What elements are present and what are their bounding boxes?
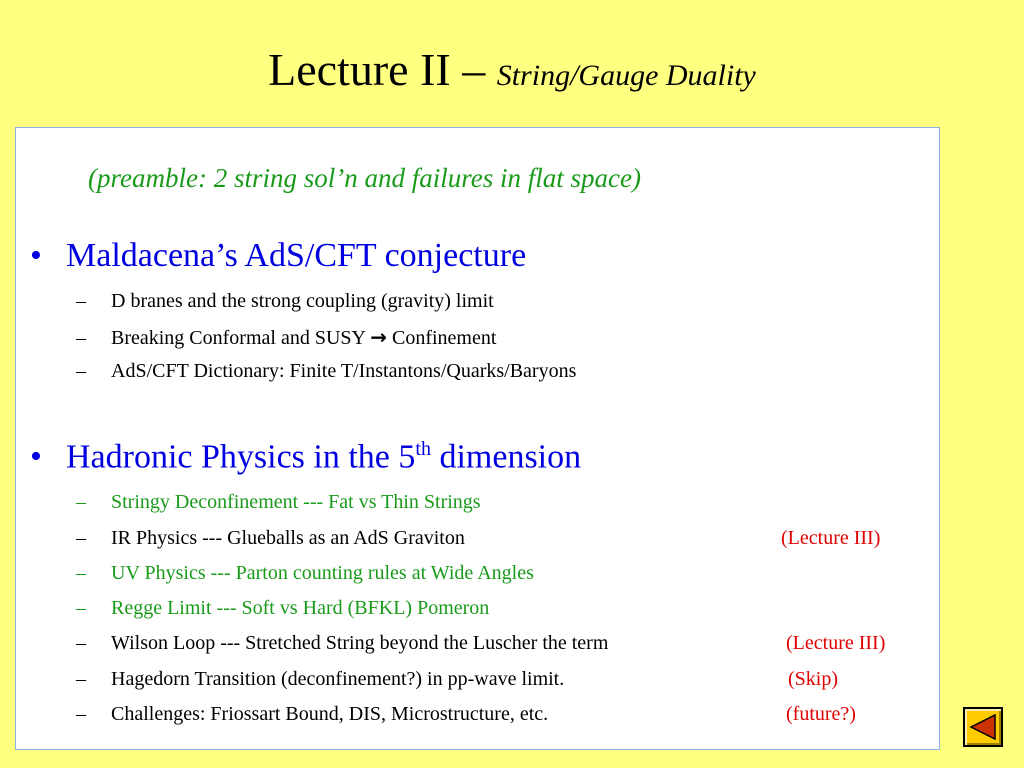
dash: –	[76, 290, 86, 312]
list-item	[76, 527, 465, 550]
list-item	[76, 562, 534, 585]
dash: –	[76, 360, 86, 382]
dash: –	[76, 632, 86, 654]
bullet-hadronic-text-end: dimension	[430, 438, 582, 476]
dash: –	[76, 703, 86, 725]
title-main: Lecture II –	[268, 44, 497, 95]
back-arrow-icon	[969, 713, 997, 741]
bullet-dot: •	[30, 438, 42, 476]
superscript: th	[415, 438, 431, 460]
dash: –	[76, 527, 86, 549]
list-item	[76, 325, 496, 350]
note-lecture-iii: (Lecture III)	[786, 632, 886, 654]
list-item	[76, 491, 481, 514]
title-subtitle: String/Gauge Duality	[496, 59, 756, 92]
list-item-text: AdS/CFT Dictionary: Finite T/Instantons/Quarks/Baryons	[111, 360, 577, 382]
list-item	[76, 290, 494, 313]
list-item-text: IR Physics --- Glueballs as an AdS Graviton	[111, 527, 465, 549]
note-skip: (Skip)	[788, 668, 838, 690]
list-item	[76, 632, 608, 655]
list-item-text: Challenges: Friossart Bound, DIS, Microstructure, etc.	[111, 703, 549, 725]
note-future: (future?)	[786, 703, 856, 725]
dash: –	[76, 562, 86, 584]
list-item	[76, 597, 489, 620]
bullet-hadronic	[30, 438, 581, 476]
bullet-hadronic-text: Hadronic Physics in the 5	[66, 438, 416, 476]
dash: –	[76, 327, 86, 349]
dash: –	[76, 668, 86, 690]
list-item-text: Wilson Loop --- Stretched String beyond the Luscher the term	[111, 632, 609, 654]
previous-slide-button[interactable]	[963, 707, 1003, 747]
bullet-adscft-text: Maldacena’s AdS/CFT conjecture	[66, 237, 527, 274]
list-item-text: UV Physics --- Parton counting rules at Wide Angles	[111, 562, 534, 584]
list-item	[76, 703, 548, 726]
list-item-text: D branes and the strong coupling (gravity) limit	[111, 290, 494, 312]
list-item	[76, 360, 576, 383]
list-item-text: Confinement	[392, 327, 497, 349]
arrow-right-icon: →	[370, 325, 387, 349]
slide-title	[0, 40, 1024, 106]
preamble-text: (preamble: 2 string sol’n and failures in flat space)	[88, 163, 641, 193]
dash: –	[76, 491, 86, 513]
list-item	[76, 668, 564, 691]
list-item-text: Regge Limit --- Soft vs Hard (BFKL) Pomeron	[111, 597, 490, 619]
bullet-adscft	[30, 237, 526, 275]
note-lecture-iii: (Lecture III)	[781, 527, 881, 549]
bullet-dot: •	[30, 237, 42, 274]
list-item-text: Breaking Conformal and SUSY	[111, 327, 366, 349]
list-item-text: Stringy Deconfinement --- Fat vs Thin Strings	[111, 491, 481, 513]
dash: –	[76, 597, 86, 619]
list-item-text: Hagedorn Transition (deconfinement?) in pp-wave limit.	[111, 668, 565, 690]
